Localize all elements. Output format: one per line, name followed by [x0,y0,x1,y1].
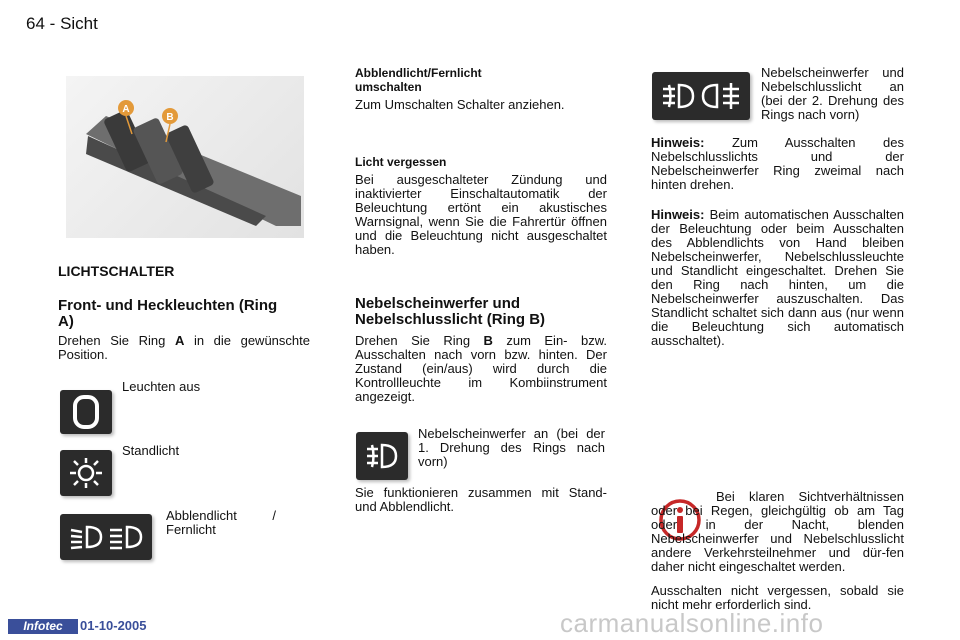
text-umschalten: Zum Umschalten Schalter anziehen. [355,97,565,112]
page-number: 64 [26,14,45,33]
section-title: Sicht [60,14,98,33]
label-abblendlicht: Abblendlicht / Fernlicht [166,508,276,537]
text-nebel-an: Nebelscheinwerfer an (bei der 1. Drehung des Rings nach vorn) [418,426,605,469]
stalk-label-a: A [122,104,130,115]
heading-lichtschalter: LICHTSCHALTER [58,263,175,279]
light-stalk-photo [66,76,304,238]
hint-2: Hinweis: Beim automatischen Ausschalten der Beleuchtung oder beim Ausschalten des Abblendlichts von Hand bleiben Nebelscheinwerfer, Nebelschlussleuchte und Standlicht eingeschaltet. Drehen Sie den Ring nach hinten, um die Nebelscheinwerfer auszuschalten. Das Standlicht schaltet sich dann aus (nur wenn die Beleuchtung sich automatisch ausschaltet). [651,207,904,348]
heading-licht-vergessen: Licht vergessen [355,155,447,169]
text-nebel-beide: Nebelscheinwerfer und Nebelschlusslicht an (bei der 2. Drehung des Rings nach vorn) [761,65,904,122]
heading-front-heck: Front- und Heckleuchten (Ring A) [58,297,278,330]
fog-both-icon [652,72,750,120]
info-text-2: Ausschalten nicht vergessen, sobald sie nicht mehr erforderlich sind. [651,583,904,612]
stalk-label-b: B [166,112,174,123]
heading-nebel: Nebelscheinwerfer und Nebelschlusslicht (Ring B) [355,295,546,328]
text-nebel-zusammen: Sie funktionieren zusammen mit Stand- und Abblendlicht. [355,485,607,514]
heading-umschalten: Abblendlicht/Fernlicht umschalten [355,66,482,94]
intro-text: Drehen Sie Ring A in die gewünschte Position. [58,333,310,362]
info-text: Bei klaren Sichtverhältnissen oder bei Regen, gleichgültig ob am Tag oder in der Nacht, blenden Nebelscheinwerfer und Nebelschlusslicht andere Verkehrsteilnehmer und dür-fen daher nicht eingeschaltet werden. [651,489,904,574]
light-off-icon [60,390,112,434]
label-leuchten-aus: Leuchten aus [122,379,201,394]
page-separator: - [49,14,56,33]
parking-light-icon [60,450,112,496]
text-licht-vergessen: Bei ausgeschalteter Zündung und inaktivierter Einschaltautomatik der Beleuchtung ertönt ein akustisches Warnsignal, wenn Sie die Fahrertür öffnen und die Beleuchtung nicht ausgeschaltet haben. [355,172,607,257]
infotec-logo: Infotec [8,619,78,634]
footer-date: 01-10-2005 [80,618,147,633]
headlight-beam-icon [60,514,152,560]
text-nebel: Drehen Sie Ring B zum Ein- bzw. Ausschalten nach vorn bzw. hinten. Der Zustand (ein/aus) wird durch die Kontrollleuchte im Kombiinstrument angezeigt. [355,333,607,404]
fog-light-icon [356,432,408,480]
hint-1: Hinweis: Zum Ausschalten des Nebelschlusslichts und der Nebelscheinwerfer Ring zweimal nach hinten drehen. [651,135,904,192]
watermark: carmanualsonline.info [560,608,824,638]
page-header [26,14,98,34]
label-standlicht: Standlicht [122,443,180,458]
